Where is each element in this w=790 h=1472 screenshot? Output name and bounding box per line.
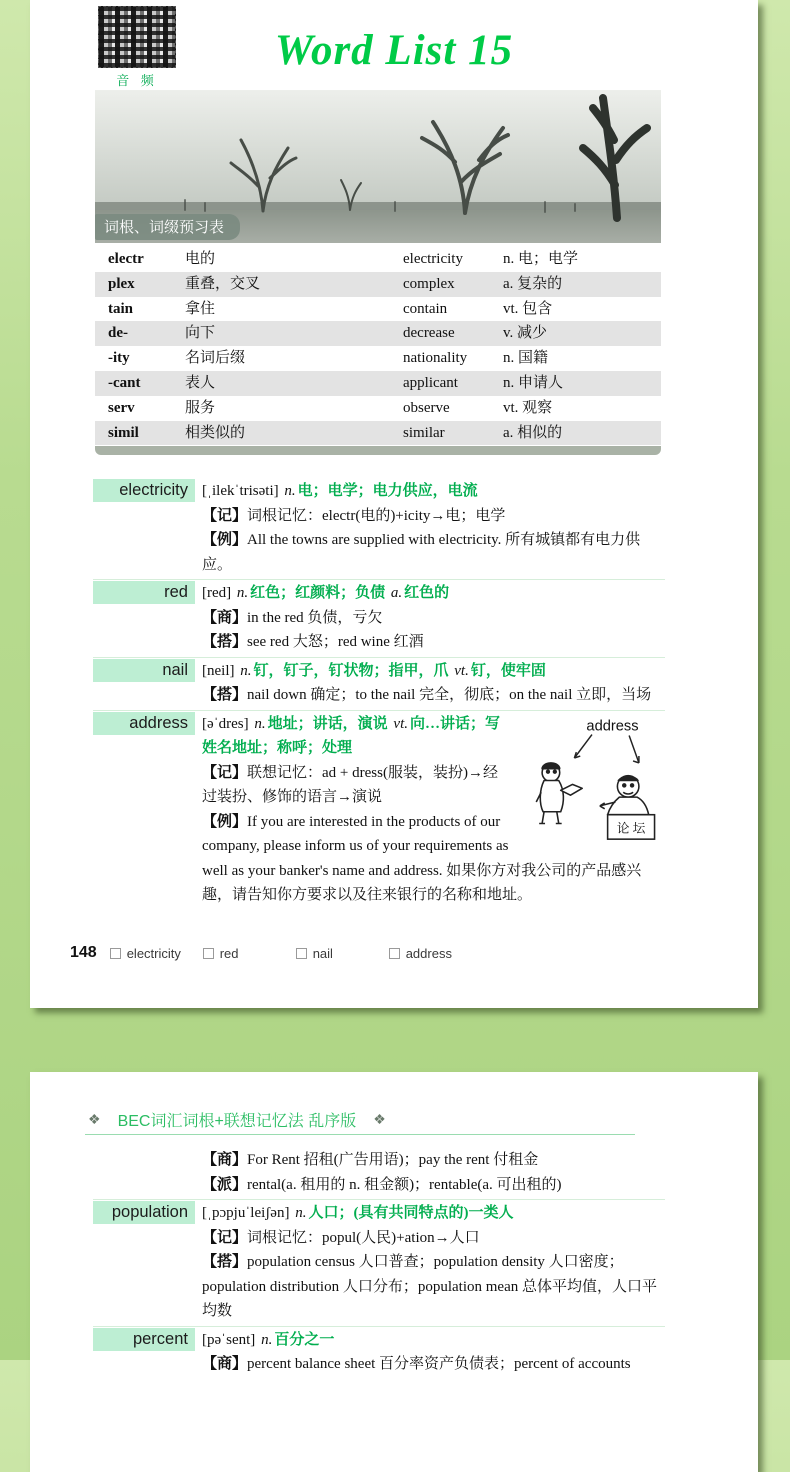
example-word-cell: similar bbox=[403, 424, 445, 441]
headword: address bbox=[93, 712, 195, 735]
table-row bbox=[95, 272, 661, 297]
review-word-item bbox=[203, 946, 296, 961]
example-word-cell: applicant bbox=[403, 374, 458, 391]
root-cell: serv bbox=[108, 399, 135, 416]
audio-label: 音 频 bbox=[116, 73, 158, 88]
phonetic: [ˌilekˈtrisəti] bbox=[202, 483, 279, 499]
entry-population bbox=[93, 1199, 665, 1326]
checkbox-icon bbox=[203, 948, 214, 959]
checkbox-icon bbox=[296, 948, 307, 959]
roots-table-rows bbox=[95, 247, 661, 445]
section-header-text: BEC词汇词根+联想记忆法 乱序版 bbox=[117, 1113, 357, 1130]
table-row bbox=[95, 421, 661, 446]
root-cell: tain bbox=[108, 300, 134, 317]
headword: electricity bbox=[93, 479, 195, 502]
definition-line: [red] n. 红色；红颜料；负债 a. 红色的 bbox=[202, 585, 450, 601]
note-line: 【记】词根记忆：electr(电的)+icity→电；电学 bbox=[202, 507, 506, 524]
root-meaning-cell: 电的 bbox=[185, 251, 216, 267]
table-bottom-bar bbox=[95, 446, 661, 455]
root-cell: de- bbox=[108, 325, 128, 342]
page-footer bbox=[70, 944, 482, 962]
derivative-line: 【派】rental(a. 租用的 n. 租金额)；rentable(a. 可出租的) bbox=[202, 1176, 562, 1193]
review-word-item bbox=[110, 946, 203, 961]
example-line: 【例】If you are interested in the products of our company, please inform us of your requirements as well as your banker's name and address. 如果你方对我公司的产品感兴趣，请告知你方要求以及往来银行的名称和地址。 bbox=[202, 813, 642, 903]
table-row bbox=[95, 321, 661, 346]
phonetic: [əˈdres] bbox=[202, 715, 249, 732]
collocation-line: 【搭】nail down 确定；to the nail 完全，彻底；on the nail 立即，当场 bbox=[202, 687, 652, 703]
definition-line: [əˈdres] n. 地址；讲话，演说 vt. 向…讲话；写姓名地址；称呼；处理 bbox=[202, 715, 500, 756]
review-word-label: address bbox=[405, 945, 452, 961]
collocation-line: 【搭】see red 大怒；red wine 红酒 bbox=[202, 634, 424, 650]
entry-red bbox=[93, 579, 665, 657]
phonetic: [pəˈsent] bbox=[202, 1331, 256, 1348]
book-page-1 bbox=[30, 0, 758, 1008]
diamond-icon: ❖ bbox=[88, 1111, 101, 1127]
root-meaning-cell: 拿住 bbox=[185, 300, 216, 317]
address-cartoon bbox=[517, 714, 665, 846]
word-def-cell: n. 申请人 bbox=[503, 374, 564, 391]
headword: population bbox=[93, 1201, 195, 1224]
root-meaning-cell: 相类似的 bbox=[185, 424, 246, 441]
word-def-cell: n. 电；电学 bbox=[503, 251, 579, 267]
example-word-cell: nationality bbox=[403, 350, 468, 367]
entry-percent bbox=[93, 1326, 665, 1379]
review-word-label: nail bbox=[312, 945, 333, 961]
headword: nail bbox=[93, 659, 195, 682]
root-meaning-cell: 重叠，交叉 bbox=[185, 275, 261, 292]
example-word-cell: decrease bbox=[403, 325, 455, 342]
headword: percent bbox=[93, 1328, 195, 1351]
entry-electricity bbox=[93, 478, 665, 579]
root-meaning-cell: 表人 bbox=[185, 374, 216, 391]
collocation-line: 【搭】population census 人口普查；population density 人口密度；population distribution 人口分布；population mean 总体平均值，人口平均数 bbox=[202, 1254, 657, 1320]
table-row bbox=[95, 247, 661, 272]
root-cell: simil bbox=[108, 424, 139, 441]
review-word-list bbox=[110, 946, 482, 961]
phonetic: [ˌpɔpjuˈleiʃən] bbox=[202, 1205, 290, 1222]
root-meaning-cell: 名词后缀 bbox=[185, 350, 246, 367]
note-line: 【记】联想记忆：ad + dress(服装，装扮)→经过装扮、修饰的语言→演说 bbox=[202, 764, 498, 805]
example-word-cell: contain bbox=[403, 300, 448, 317]
note-line: 【记】词根记忆：popul(人民)+ation→人口 bbox=[202, 1229, 480, 1246]
definition-line: [pəˈsent] n. 百分之一 bbox=[202, 1331, 335, 1348]
book-page-2 bbox=[30, 1072, 758, 1472]
root-meaning-cell: 服务 bbox=[185, 399, 216, 416]
chapter-photo bbox=[95, 90, 661, 243]
definition-line: [ˌpɔpjuˈleiʃən] n. 人口；(具有共同特点的)一类人 bbox=[202, 1205, 514, 1222]
example-word-cell: electricity bbox=[403, 251, 463, 267]
word-list-title: Word List 15 bbox=[274, 27, 514, 74]
word-def-cell: vt. 包含 bbox=[503, 300, 553, 317]
entry-nail bbox=[93, 657, 665, 710]
definition-line: [neil] n. 钉，钉子，钉状物；指甲，爪 vt. 钉，使牢固 bbox=[202, 662, 546, 679]
diamond-icon: ❖ bbox=[373, 1111, 386, 1127]
header-rule bbox=[85, 1134, 635, 1135]
section-header bbox=[88, 1108, 386, 1131]
root-cell: electr bbox=[108, 251, 144, 267]
entry-list bbox=[93, 478, 665, 910]
word-def-cell: a. 复杂的 bbox=[503, 275, 563, 292]
table-row bbox=[95, 396, 661, 421]
checkbox-icon bbox=[389, 948, 400, 959]
page-number: 148 bbox=[70, 944, 97, 961]
checkbox-icon bbox=[110, 948, 121, 959]
root-meaning-cell: 向下 bbox=[185, 325, 216, 342]
headword: red bbox=[93, 581, 195, 604]
review-word-item bbox=[296, 946, 389, 961]
word-def-cell: v. 减少 bbox=[503, 325, 548, 342]
example-word-cell: complex bbox=[403, 275, 455, 292]
word-def-cell: vt. 观察 bbox=[503, 399, 553, 416]
definition-line: [ˌilekˈtrisəti] n. 电；电学；电力供应，电流 bbox=[202, 483, 478, 499]
root-cell: plex bbox=[108, 275, 135, 292]
example-word-cell: observe bbox=[403, 399, 450, 416]
review-word-label: electricity bbox=[126, 945, 181, 961]
roots-preview-table bbox=[95, 247, 661, 455]
example-line: 【例】All the towns are supplied with electricity. 所有城镇都有电力供应。 bbox=[202, 532, 641, 573]
svg-text:address: address bbox=[586, 718, 639, 735]
entry-list bbox=[93, 1199, 665, 1379]
phonetic: [red] bbox=[202, 585, 232, 601]
table-row bbox=[95, 371, 661, 396]
business-line: 【商】For Rent 招租(广告用语)；pay the rent 付租金 bbox=[202, 1152, 539, 1168]
rent-entry-continuation bbox=[202, 1148, 665, 1197]
entry-address bbox=[93, 710, 665, 910]
table-row bbox=[95, 346, 661, 371]
word-def-cell: a. 相似的 bbox=[503, 424, 563, 441]
root-cell: -ity bbox=[108, 350, 130, 367]
phonetic: [neil] bbox=[202, 662, 235, 679]
business-line: 【商】in the red 负债，亏欠 bbox=[202, 609, 383, 626]
review-word-item bbox=[389, 946, 482, 961]
roots-table-caption: 词根、词缀预习表 bbox=[95, 214, 240, 240]
table-row bbox=[95, 297, 661, 322]
word-def-cell: n. 国籍 bbox=[503, 350, 549, 367]
page2-content bbox=[93, 1148, 665, 1379]
business-line: 【商】percent balance sheet 百分率资产负债表；percent of accounts bbox=[202, 1356, 631, 1373]
review-word-label: red bbox=[219, 945, 239, 961]
root-cell: -cant bbox=[108, 374, 141, 391]
svg-text:论 坛: 论 坛 bbox=[616, 820, 646, 835]
